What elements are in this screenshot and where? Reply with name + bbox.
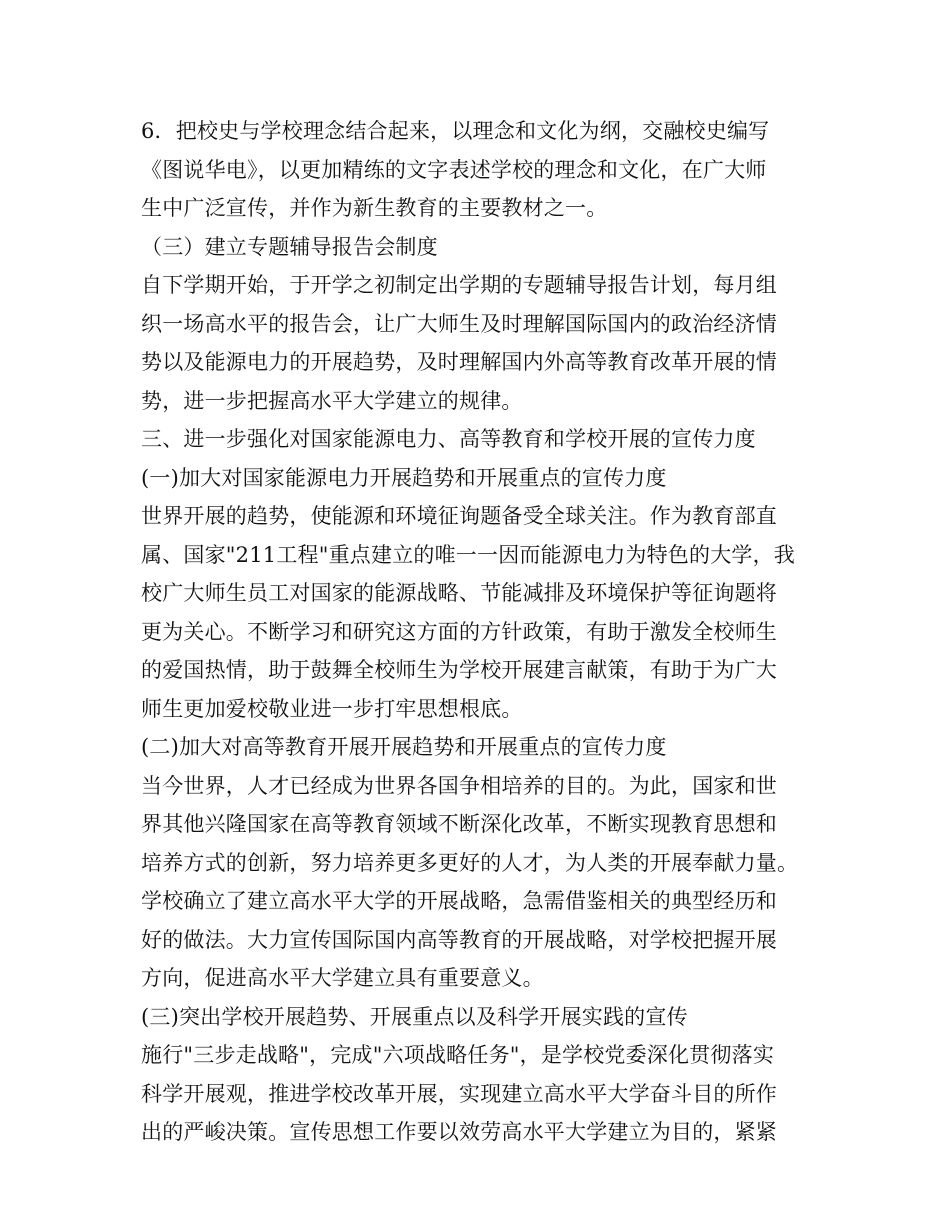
text-line: 生中广泛宣传，并作为新生教育的主要教材之一。 [141, 196, 608, 220]
text-line: 6．把校史与学校理念结合起来，以理念和文化为纲，交融校史编写 [141, 119, 770, 143]
text-line: 方向，促进高水平大学建立具有重要意义。 [141, 966, 544, 990]
subsection-heading: (一)加大对国家能源电力开展趋势和开展重点的宣传力度 [141, 465, 667, 490]
text-line: 学校确立了建立高水平大学的开展战略，急需借鉴相关的典型经历和 [141, 889, 777, 913]
document-body [141, 112, 821, 1152]
text-line: 世界开展的趋势，使能源和环境征询题备受全球关注。作为教育部直 [141, 504, 777, 528]
subsection-heading: (三)突出学校开展趋势、开展重点以及科学开展实践的宣传 [141, 1004, 688, 1029]
section-heading: （三）建立专题辅导报告会制度 [141, 234, 438, 259]
text-line: 科学开展观，推进学校改革开展，实现建立高水平大学奋斗目的所作 [141, 1081, 777, 1106]
text-line: 界其他兴隆国家在高等教育领域不断深化改革，不断实现教育思想和 [141, 812, 777, 836]
text-line: 属、国家"211工程"重点建立的唯一一因而能源电力为特色的大学，我 [141, 542, 795, 567]
text-line: 施行"三步走战略"，完成"六项战略任务"，是学校党委深化贯彻落实 [141, 1043, 775, 1067]
text-line: 校广大师生员工对国家的能源战略、节能减排及环境保护等征询题将 [141, 581, 777, 605]
text-line: 出的严峻决策。宣传思想工作要以效劳高水平大学建立为目的，紧紧 [141, 1120, 777, 1144]
text-line: 《图说华电》，以更加精练的文字表述学校的理念和文化，在广大师 [141, 157, 767, 182]
text-line: 势以及能源电力的开展趋势，及时理解国内外高等教育改革开展的情 [141, 350, 777, 374]
text-line: 师生更加爱校敬业进一步打牢思想根底。 [141, 696, 523, 721]
text-line: 势，进一步把握高水平大学建立的规律。 [141, 388, 523, 413]
text-line: 织一场高水平的报告会，让广大师生及时理解国际国内的政治经济情 [141, 311, 777, 336]
text-line: 当今世界，人才已经成为世界各国争相培养的目的。为此，国家和世 [141, 773, 777, 798]
text-line: 好的做法。大力宣传国际国内高等教育的开展战略，对学校把握开展 [141, 927, 777, 952]
section-heading: 三、进一步强化对国家能源电力、高等教育和学校开展的宣传力度 [141, 427, 756, 451]
subsection-heading: (二)加大对高等教育开展开展趋势和开展重点的宣传力度 [141, 735, 667, 759]
text-line: 更为关心。不断学习和研究这方面的方针政策，有助于激发全校师生 [141, 619, 777, 644]
text-line: 的爱国热情，助于鼓舞全校师生为学校开展建言献策，有助于为广大 [141, 658, 777, 682]
text-line: 自下学期开始，于开学之初制定出学期的专题辅导报告计划，每月组 [141, 273, 777, 297]
text-line: 培养方式的创新，努力培养更多更好的人才，为人类的开展奉献力量。 [141, 850, 799, 875]
